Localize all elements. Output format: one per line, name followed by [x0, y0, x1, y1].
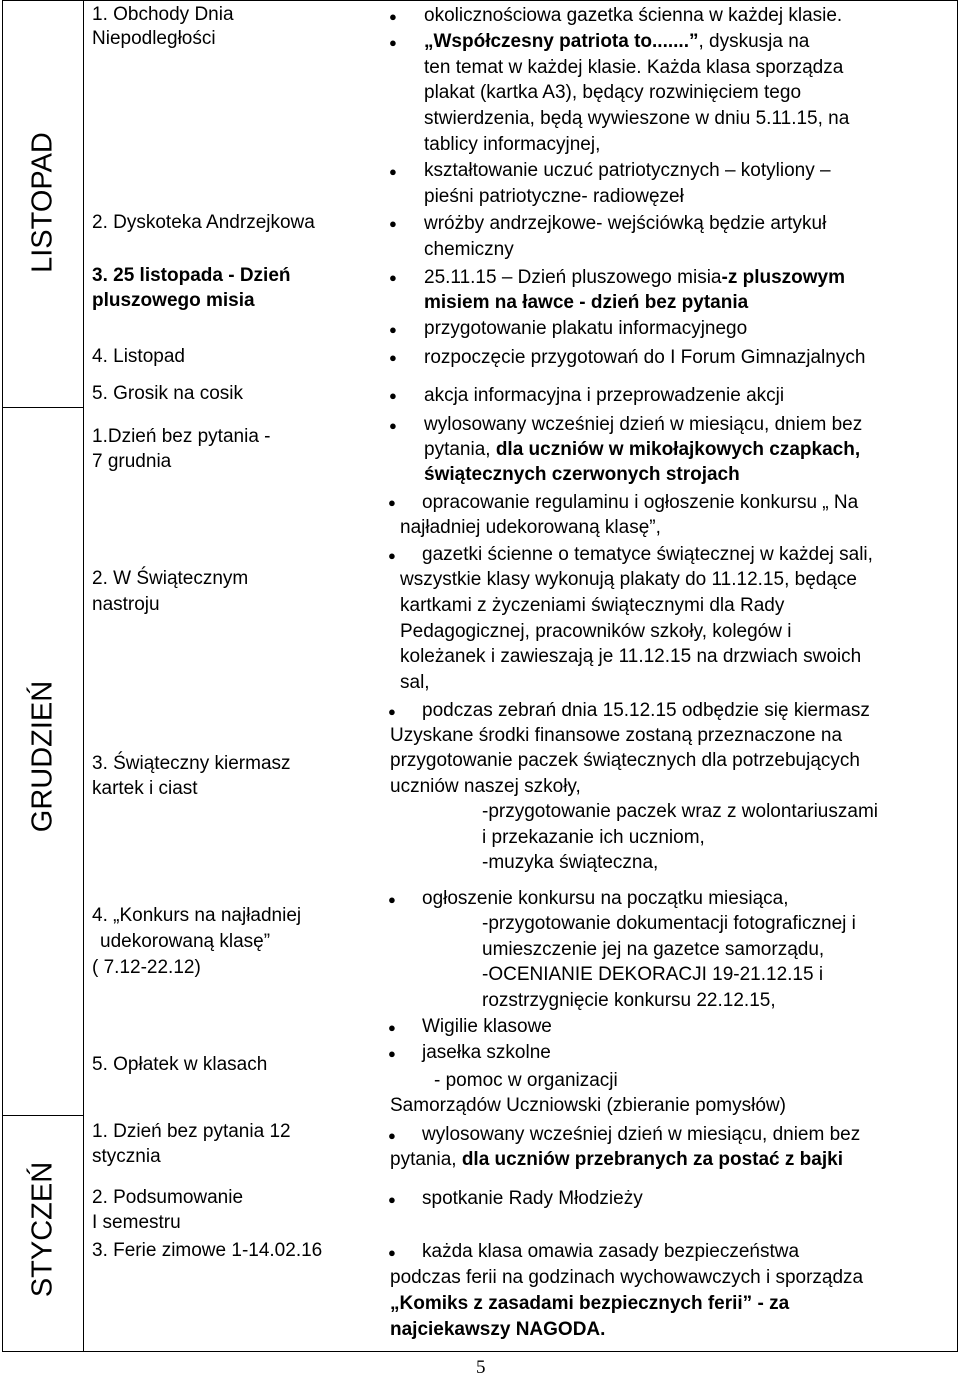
event-text: przygotowanie paczek świątecznych dla potrzebujących: [390, 750, 860, 771]
event-text: plakat (kartka A3), będący rozwinięciem tego: [424, 82, 802, 103]
table-border-right: [957, 0, 958, 1352]
bullet-icon: ●: [388, 1020, 396, 1035]
text-part: 25.11.15 – Dzień pluszowego misia: [424, 267, 722, 288]
event-text: okolicznościowa gazetka ścienna w każdej klasie.: [424, 5, 843, 26]
emphasis: „Współczesny patriota to.......”: [424, 31, 699, 52]
bullet-icon: ●: [388, 892, 396, 907]
bullet-icon: ●: [389, 322, 397, 337]
event-text: wylosowany wcześniej dzień w miesiącu, dniem bez: [422, 1124, 861, 1145]
event-text: kształtowanie uczuć patriotycznych – kotyliony –: [424, 160, 831, 181]
event-title: 5. Grosik na cosik: [92, 383, 243, 404]
emphasis: -z pluszowym: [721, 267, 846, 288]
event-title: 1. Dzień bez pytania 12: [92, 1121, 291, 1142]
event-title: I semestru: [92, 1212, 181, 1233]
event-title: 2. Dyskoteka Andrzejkowa: [92, 212, 315, 233]
event-text: świątecznych czerwonych strojach: [424, 464, 740, 485]
event-title: udekorowaną klasę”: [100, 931, 271, 952]
event-text: wszystkie klasy wykonują plakaty do 11.12.15, będące: [400, 569, 857, 590]
text-part: pytania,: [424, 439, 496, 460]
event-text: Samorządów Uczniowski (zbieranie pomysłów): [390, 1095, 786, 1116]
event-text: wróżby andrzejkowe- wejściówką będzie artykuł: [424, 213, 827, 234]
event-text: gazetki ścienne o tematyce świątecznej w każdej sali,: [422, 544, 873, 565]
event-title: 2. W Świątecznym: [92, 568, 249, 589]
event-text: przygotowanie plakatu informacyjnego: [424, 318, 748, 339]
event-text: -muzyka świąteczna,: [482, 852, 659, 873]
bullet-icon: ●: [388, 704, 396, 719]
emphasis: - za: [752, 1293, 790, 1314]
event-text: ogłoszenie konkursu na początku miesiąca,: [422, 888, 789, 909]
text-part: pytania,: [390, 1149, 462, 1170]
event-text: podczas ferii na godzinach wychowawczych i sporządza: [390, 1267, 864, 1288]
event-title: 1. Obchody Dnia: [92, 4, 234, 25]
event-title: 5. Opłatek w klasach: [92, 1054, 268, 1075]
month-label-listopad: LISTOPAD: [26, 132, 59, 273]
bullet-icon: ●: [389, 270, 397, 285]
bullet-icon: ●: [388, 548, 396, 563]
event-text: [424, 438, 860, 462]
emphasis: „Komiks z zasadami bezpiecznych ferii”: [390, 1293, 753, 1314]
event-text: rozpoczęcie przygotowań do I Forum Gimnazjalnych: [424, 347, 866, 368]
table-border-bottom: [2, 1351, 958, 1352]
section-divider-grudzien-styczen: [2, 1115, 83, 1116]
event-text: Pedagogicznej, pracowników szkoły, kolegów i: [400, 621, 792, 642]
month-label-styczen: STYCZEŃ: [26, 1161, 59, 1298]
event-title: nastroju: [92, 594, 160, 615]
event-text: Uzyskane środki finansowe zostaną przeznaczone na: [390, 725, 843, 746]
event-text: chemiczny: [424, 239, 514, 260]
event-text: najciekawszy NAGODA.: [390, 1319, 606, 1340]
bullet-icon: ●: [388, 1128, 396, 1143]
event-title: 4. „Konkurs na najładniej: [92, 905, 302, 926]
bullet-icon: ●: [388, 1192, 396, 1207]
event-text: ten temat w każdej klasie. Każda klasa sporządza: [424, 57, 844, 78]
event-text: kartkami z życzeniami świątecznymi dla Rady: [400, 595, 785, 616]
event-title: 2. Podsumowanie: [92, 1187, 244, 1208]
event-title: ( 7.12-22.12): [92, 957, 201, 978]
page-number: 5: [476, 1357, 486, 1378]
event-text: opracowanie regulaminu i ogłoszenie konkursu „ Na: [422, 492, 859, 513]
event-text: jasełka szkolne: [422, 1042, 551, 1063]
event-title: kartek i ciast: [92, 778, 198, 799]
event-text: spotkanie Rady Młodzieży: [422, 1188, 643, 1209]
event-text: [424, 266, 845, 290]
bullet-icon: ●: [389, 418, 397, 433]
event-text: -OCENIANIE DEKORACJI 19-21.12.15 i: [482, 964, 824, 985]
event-text: podczas zebrań dnia 15.12.15 odbędzie się kiermasz: [422, 700, 870, 721]
bullet-icon: ●: [389, 350, 397, 365]
section-divider-listopad-grudzien: [2, 407, 83, 408]
month-column-divider: [83, 0, 84, 1352]
event-text: - pomoc w organizacji: [434, 1070, 618, 1091]
event-title: 3. 25 listopada - Dzień: [92, 265, 291, 286]
text-rest: , dyskusja na: [698, 31, 810, 52]
event-text: koleżanek i zawieszają je 11.12.15 na drzwiach swoich: [400, 646, 862, 667]
bullet-icon: ●: [388, 1046, 396, 1061]
event-title: pluszowego misia: [92, 290, 255, 311]
event-text: wylosowany wcześniej dzień w miesiącu, dniem bez: [424, 414, 863, 435]
bullet-icon: ●: [389, 35, 397, 50]
bullet-icon: ●: [389, 164, 397, 179]
event-text: [390, 1292, 789, 1316]
event-title: Niepodległości: [92, 28, 216, 49]
event-title: 7 grudnia: [92, 451, 172, 472]
event-title: 3. Ferie zimowe 1-14.02.16: [92, 1240, 323, 1261]
bullet-icon: ●: [389, 9, 397, 24]
event-title: stycznia: [92, 1146, 161, 1167]
event-title: 4. Listopad: [92, 346, 185, 367]
month-label-grudzien: GRUDZIEŃ: [26, 680, 59, 833]
event-text: umieszczenie jej na gazetce samorządu,: [482, 939, 825, 960]
event-text: sal,: [400, 672, 430, 693]
bullet-icon: ●: [388, 495, 396, 510]
event-text: rozstrzygnięcie konkursu 22.12.15,: [482, 990, 776, 1011]
bullet-icon: ●: [388, 1245, 396, 1260]
event-text: uczniów naszej szkoły,: [390, 776, 581, 797]
event-title: 3. Świąteczny kiermasz: [92, 753, 291, 774]
event-text: -przygotowanie paczek wraz z wolontariuszami: [482, 801, 878, 822]
event-text: tablicy informacyjnej,: [424, 134, 601, 155]
event-title: 1.Dzień bez pytania -: [92, 426, 271, 447]
event-text: misiem na ławce - dzień bez pytania: [424, 292, 749, 313]
bullet-icon: ●: [389, 216, 397, 231]
emphasis: dla uczniów w mikołajkowych czapkach,: [495, 439, 861, 460]
event-text: [390, 1148, 843, 1172]
table-border-top: [2, 0, 958, 1]
event-text: -przygotowanie dokumentacji fotograficznej i: [482, 913, 856, 934]
event-text: [424, 30, 809, 54]
event-text: najładniej udekorowaną klasę”,: [400, 517, 661, 538]
bullet-icon: ●: [389, 388, 397, 403]
event-text: i przekazanie ich uczniom,: [482, 827, 705, 848]
event-text: pieśni patriotyczne- radiowęzeł: [424, 186, 684, 207]
event-text: Wigilie klasowe: [422, 1016, 552, 1037]
table-border-left: [2, 0, 3, 1352]
emphasis: dla uczniów przebranych za postać z bajki: [461, 1149, 843, 1170]
event-text: akcja informacyjna i przeprowadzenie akcji: [424, 385, 785, 406]
event-text: każda klasa omawia zasady bezpieczeństwa: [422, 1241, 800, 1262]
event-text: stwierdzenia, będą wywieszone w dniu 5.11.15, na: [424, 108, 850, 129]
